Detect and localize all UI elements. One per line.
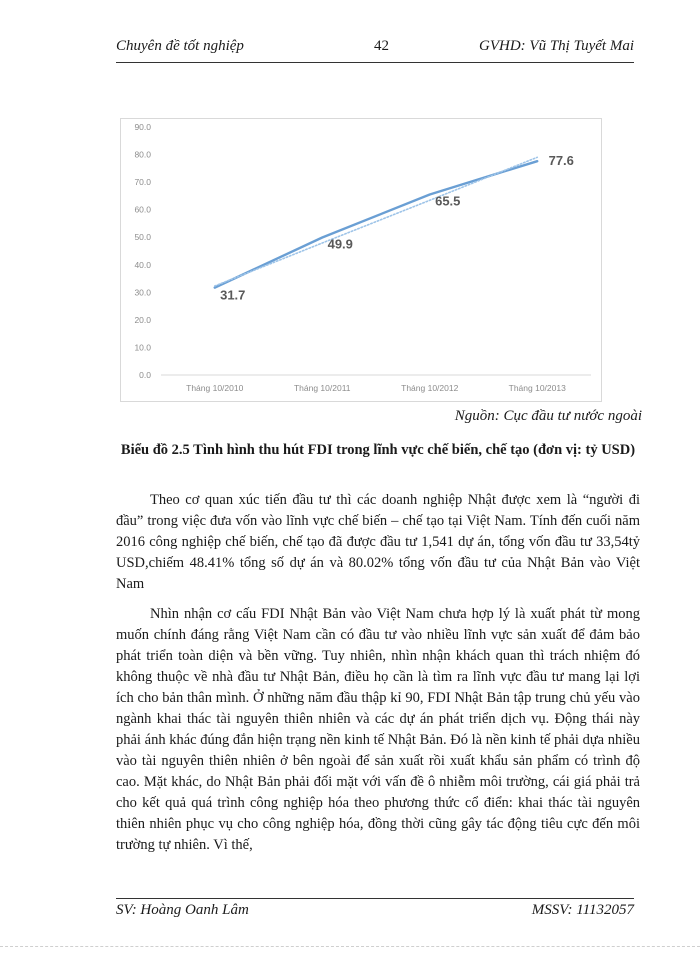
page-header [116,38,634,60]
header-rule [116,62,634,63]
data-label: 31.7 [220,287,246,303]
x-tick-label: Tháng 10/2011 [293,383,351,393]
paragraph: Nhìn nhận cơ cấu FDI Nhật Bản vào Việt Nam chưa hợp lý là xuất phát từ mong muốn chính đáng rằng Việt Nam cần có đầu tư vào nhiều lĩnh vực sản xuất để đảm bảo phát triển toàn diện và bền vững. Tuy nhiên, nhìn nhận khách quan thì trách nhiệm đó không thuộc về nhà đầu tư Nhật Bản, điều họ cần là tìm ra lĩnh vực đầu tư mang lại lợi ích cho bản thân mình. Ở những năm đầu thập kỉ 90, FDI Nhật Bản tập trung chủ yếu vào ngành khai thác tài nguyên thiên nhiên và các dự án phát triển dịch vụ. Động thái này phải ánh khác đúng đắn hiện trạng nền kinh tế Nhật Bản. Đó là nền kinh tế phải dựa nhiều vào tài nguyên thiên nhiên ở bên ngoài để sản xuất rồi xuất khẩu sản phẩm có trình độ cao. Mặt khác, do Nhật Bản phải đối mặt với vấn đề ô nhiễm môi trường, cái giá phải trả cho kết quả quá trình công nghiệp hóa theo phương thức cổ điển: khai thác tài nguyên thiên nhiên phục vụ cho công nghiệp hóa, đồng thời cũng gây tác động tiêu cực đến môi trường tự nhiên. Vì thế, [116,606,640,853]
chart-source: Nguồn: Cục đầu tư nước ngoài [454,408,642,424]
footer-student-id: MSSV: 11132057 [531,902,634,918]
page-break-line [0,946,700,947]
header-supervisor: GVHD: Vũ Thị Tuyết Mai [479,38,634,54]
x-tick-label: Tháng 10/2013 [508,383,566,393]
footer-student-name: SV: Hoàng Oanh Lâm [116,902,249,918]
page-number: 42 [374,38,389,54]
y-tick-label: 10.0 [134,342,151,353]
paragraph: Theo cơ quan xúc tiến đầu tư thì các doanh nghiệp Nhật được xem là “người đi đầu” trong việc đưa vốn vào lĩnh vực chế biến – chế tạo tại Việt Nam. Tính đến cuối năm 2016 công nghiệp chế biến, chế tạo đã được đầu tư 1,541 dự án, tổng vốn đầu tư 33,54tỷ USD,chiếm 48.41% tổng số dự án và 80.02% tổng vốn đầu tư của Nhật Bản vào Việt Nam [116,492,640,592]
y-tick-label: 40.0 [134,259,151,270]
y-tick-label: 90.0 [134,122,151,132]
x-tick-label: Tháng 10/2012 [401,383,459,393]
fdi-series-line [215,161,538,287]
y-tick-label: 20.0 [134,314,151,325]
y-tick-label: 80.0 [134,149,151,160]
data-label: 49.9 [327,236,353,252]
y-tick-label: 60.0 [134,204,151,215]
trendline-series [215,157,538,286]
x-tick-label: Tháng 10/2010 [186,383,244,393]
header-document-title: Chuyên đề tốt nghiệp [116,38,244,54]
body-text [116,490,640,865]
footer-rule [116,898,634,899]
data-label: 65.5 [435,193,461,209]
fdi-line-chart [121,119,601,401]
chart-caption: Biểu đồ 2.5 Tình hình thu hút FDI trong lĩnh vực chế biến, chế tạo (đơn vị: tỷ USD) [120,442,636,458]
y-tick-label: 0.0 [139,370,151,380]
chart-container [120,118,602,402]
y-tick-label: 30.0 [134,287,151,298]
y-tick-label: 70.0 [134,177,151,188]
y-tick-label: 50.0 [134,232,151,243]
page-footer [116,902,634,924]
data-label: 77.6 [548,153,574,169]
